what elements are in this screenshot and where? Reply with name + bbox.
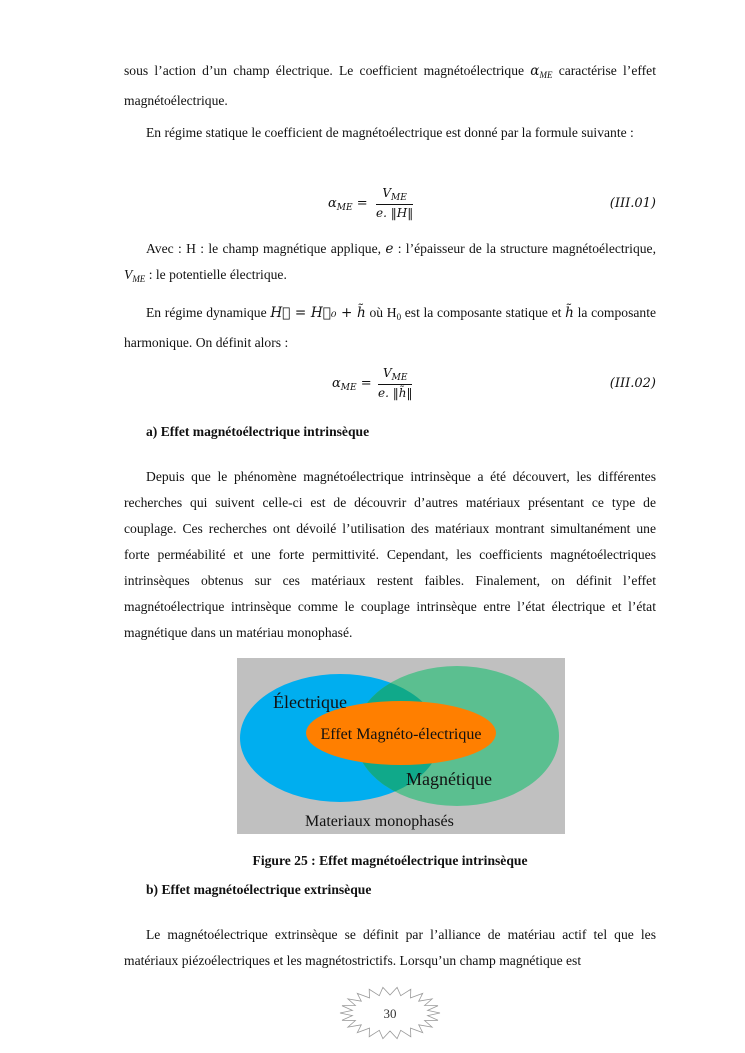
label-materiaux-monophases: Materiaux monophasés bbox=[305, 813, 454, 830]
label-effet-magneto-electrique: Effet Magnéto-électrique bbox=[320, 726, 482, 743]
section-heading-b: b) Effet magnétoélectrique extrinsèque bbox=[146, 882, 372, 897]
figure-caption: Figure 25 : Effet magnétoélectrique intrinsèque bbox=[252, 853, 528, 868]
equation-number: (III.02) bbox=[609, 376, 656, 391]
paragraph-intrinsic: Depuis que le phénomène magnétoélectrique intrinsèque a été découvert, les différentes recherches qui suivent celle-ci est de découvrir d’autres matériaux présentant ce type de couplage. Ces recherches ont dévoilé l’utilisation des matériaux montrant simultanément une forte perméabilité et une forte permittivité. Cependant, les coefficients magnétoélectriques intrinsèques obtenus sur ces matériaux restent faibles. Finalement, on définit l’effet magnétoélectrique intrinsèque comme le couplage intrinsèque entre l’état électrique et l’état magnétique dans un matériau monophasé. bbox=[124, 469, 656, 640]
page-number-badge bbox=[338, 985, 442, 1041]
venn-diagram-figure bbox=[237, 658, 565, 834]
paragraph-static-regime: En régime statique le coefficient de magnétoélectrique est donné par la formule suivante : bbox=[146, 125, 634, 140]
label-electrique: Électrique bbox=[273, 692, 347, 712]
paragraph-definitions: Avec : H : le champ magnétique applique, e : l’épaisseur de la structure magnétoélectrique, $V_{ME}$ : le potentielle électrique. bbox=[124, 241, 656, 284]
inline-formula: H⃗ = H⃗₀ + h̃ bbox=[270, 305, 366, 321]
equation-iii-02 bbox=[124, 366, 656, 406]
equation-iii-01 bbox=[124, 186, 656, 226]
equation-lhs: $\alpha_{ME}$ = bbox=[332, 376, 372, 393]
paragraph-intro: sous l’action d’un champ électrique. Le coefficient magnétoélectrique $\alpha_{ME}$ caractérise l’effet magnétoélectrique. bbox=[124, 63, 656, 108]
equation-fraction: $V_{ME}$ e. ‖h̃‖ bbox=[378, 366, 413, 400]
section-heading-a: a) Effet magnétoélectrique intrinsèque bbox=[146, 424, 370, 439]
equation-lhs: $\alpha_{ME}$ = bbox=[328, 196, 368, 213]
label-magnetique: Magnétique bbox=[406, 769, 492, 789]
page-number: 30 bbox=[383, 1006, 397, 1021]
paragraph-extrinsic: Le magnétoélectrique extrinsèque se définit par l’alliance de matériau actif tel que les matériaux piézoélectriques et les magnétostrictifs. Lorsqu’un champ magnétique est bbox=[124, 927, 656, 968]
paragraph-dynamic-regime: En régime dynamique H⃗ = H⃗₀ + h̃ où $H_0$ est la composante statique et h̃ la composante harmonique. On définit alors : bbox=[124, 305, 657, 350]
alpha-symbol: α bbox=[530, 63, 540, 79]
equation-fraction: $V_{ME}$ e. ‖H‖ bbox=[376, 186, 414, 220]
equation-number: (III.01) bbox=[609, 196, 656, 211]
